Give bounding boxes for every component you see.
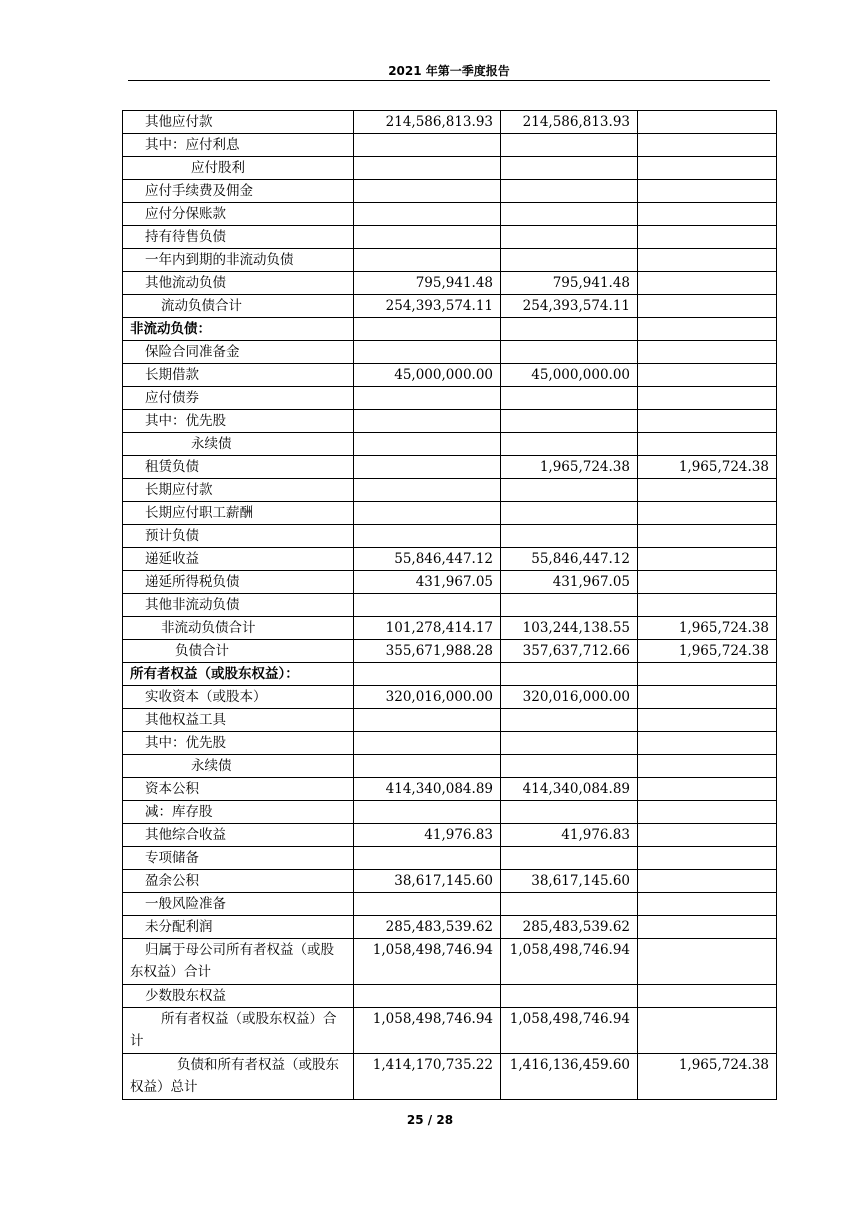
row-value-1: 414,340,084.89: [354, 778, 501, 801]
row-value-3: [638, 364, 777, 387]
row-value-1: [354, 387, 501, 410]
row-label: 未分配利润: [123, 916, 354, 939]
table-row: [123, 203, 777, 226]
row-label: 所有者权益（或股东权益）合计: [123, 1008, 354, 1054]
row-label: 其他权益工具: [123, 709, 354, 732]
row-value-3: [638, 548, 777, 571]
row-value-1: [354, 456, 501, 479]
row-value-2: 254,393,574.11: [501, 295, 638, 318]
row-label: 应付手续费及佣金: [123, 180, 354, 203]
row-value-1: [354, 525, 501, 548]
row-label: 盈余公积: [123, 870, 354, 893]
row-value-2: 38,617,145.60: [501, 870, 638, 893]
row-value-1: 431,967.05: [354, 571, 501, 594]
row-value-2: [501, 502, 638, 525]
row-value-3: [638, 410, 777, 433]
row-value-2: [501, 341, 638, 364]
row-value-3: [638, 778, 777, 801]
row-value-2: [501, 203, 638, 226]
row-value-1: [354, 249, 501, 272]
row-label: 保险合同准备金: [123, 341, 354, 364]
row-label: 资本公积: [123, 778, 354, 801]
table-row: [123, 916, 777, 939]
row-value-2: [501, 479, 638, 502]
row-value-1: 320,016,000.00: [354, 686, 501, 709]
row-value-1: [354, 594, 501, 617]
row-value-2: 1,058,498,746.94: [501, 939, 638, 985]
row-value-3: [638, 686, 777, 709]
table-row: [123, 249, 777, 272]
table-row: [123, 548, 777, 571]
table-row: [123, 410, 777, 433]
row-label: 负债合计: [123, 640, 354, 663]
row-value-2: [501, 433, 638, 456]
row-value-1: [354, 502, 501, 525]
row-value-3: [638, 203, 777, 226]
row-value-1: [354, 732, 501, 755]
table-row: [123, 709, 777, 732]
row-value-1: 254,393,574.11: [354, 295, 501, 318]
table-row: [123, 295, 777, 318]
row-value-1: 1,058,498,746.94: [354, 939, 501, 985]
row-value-3: [638, 801, 777, 824]
row-value-1: [354, 180, 501, 203]
row-value-1: [354, 479, 501, 502]
table-row: [123, 1054, 777, 1100]
row-value-3: 1,965,724.38: [638, 640, 777, 663]
row-value-3: [638, 525, 777, 548]
row-value-1: 38,617,145.60: [354, 870, 501, 893]
row-value-2: [501, 847, 638, 870]
row-value-2: [501, 180, 638, 203]
row-value-1: [354, 134, 501, 157]
row-value-2: [501, 525, 638, 548]
table-row: [123, 893, 777, 916]
row-value-1: [354, 341, 501, 364]
table-row: [123, 985, 777, 1008]
row-value-1: [354, 410, 501, 433]
row-value-2: 320,016,000.00: [501, 686, 638, 709]
row-value-3: [638, 893, 777, 916]
row-label: 其中：优先股: [123, 732, 354, 755]
row-label: 非流动负债合计: [123, 617, 354, 640]
table-row: [123, 111, 777, 134]
row-value-1: [354, 318, 501, 341]
row-label: 实收资本（或股本）: [123, 686, 354, 709]
row-value-1: [354, 663, 501, 686]
row-label: 租赁负债: [123, 456, 354, 479]
row-value-2: [501, 594, 638, 617]
table-row: [123, 755, 777, 778]
row-label: 一年内到期的非流动负债: [123, 249, 354, 272]
row-value-3: [638, 387, 777, 410]
row-label: 少数股东权益: [123, 985, 354, 1008]
page-number: 25 / 28: [406, 1113, 454, 1127]
row-value-2: [501, 249, 638, 272]
table-row: [123, 594, 777, 617]
table-row: [123, 525, 777, 548]
row-value-2: 1,058,498,746.94: [501, 1008, 638, 1054]
row-label: 其他应付款: [123, 111, 354, 134]
balance-sheet-table: [122, 110, 777, 1100]
row-label: 归属于母公司所有者权益（或股东权益）合计: [123, 939, 354, 985]
row-label: 持有待售负债: [123, 226, 354, 249]
row-value-2: 285,483,539.62: [501, 916, 638, 939]
row-value-1: 45,000,000.00: [354, 364, 501, 387]
row-label: 递延所得税负债: [123, 571, 354, 594]
row-value-1: [354, 893, 501, 916]
row-value-2: [501, 732, 638, 755]
row-value-3: [638, 479, 777, 502]
row-value-3: [638, 111, 777, 134]
row-value-1: 214,586,813.93: [354, 111, 501, 134]
row-value-3: [638, 433, 777, 456]
table-row: [123, 847, 777, 870]
table-row: [123, 824, 777, 847]
row-value-3: [638, 502, 777, 525]
row-label: 减：库存股: [123, 801, 354, 824]
row-label: 长期借款: [123, 364, 354, 387]
row-value-1: [354, 801, 501, 824]
row-value-2: [501, 709, 638, 732]
row-label: 永续债: [123, 433, 354, 456]
row-value-1: 795,941.48: [354, 272, 501, 295]
table-row: [123, 640, 777, 663]
row-value-2: [501, 893, 638, 916]
row-label: 长期应付职工薪酬: [123, 502, 354, 525]
row-value-3: [638, 709, 777, 732]
table-row: [123, 939, 777, 985]
row-value-1: [354, 433, 501, 456]
row-value-2: [501, 985, 638, 1008]
row-value-1: [354, 203, 501, 226]
row-value-3: [638, 824, 777, 847]
row-label: 流动负债合计: [123, 295, 354, 318]
row-value-2: [501, 755, 638, 778]
row-label: 预计负债: [123, 525, 354, 548]
table-row: [123, 134, 777, 157]
table-row: [123, 479, 777, 502]
section-label: 所有者权益（或股东权益）：: [123, 663, 354, 686]
table-row: [123, 272, 777, 295]
row-value-3: [638, 847, 777, 870]
row-value-3: [638, 226, 777, 249]
header-divider: [128, 80, 770, 81]
section-header-row: [123, 318, 777, 341]
report-header-title: 2021 年第一季度报告: [388, 64, 510, 78]
row-value-3: [638, 985, 777, 1008]
row-value-2: [501, 663, 638, 686]
row-value-1: 55,846,447.12: [354, 548, 501, 571]
row-label: 其中：优先股: [123, 410, 354, 433]
row-value-3: [638, 134, 777, 157]
row-value-2: [501, 157, 638, 180]
row-value-2: [501, 134, 638, 157]
row-label: 一般风险准备: [123, 893, 354, 916]
table-row: [123, 686, 777, 709]
table-row: [123, 226, 777, 249]
row-value-3: [638, 870, 777, 893]
table-row: [123, 364, 777, 387]
row-value-3: [638, 732, 777, 755]
row-value-1: [354, 226, 501, 249]
row-value-2: [501, 318, 638, 341]
row-label: 应付债券: [123, 387, 354, 410]
row-value-1: 285,483,539.62: [354, 916, 501, 939]
row-value-1: 41,976.83: [354, 824, 501, 847]
table-row: [123, 617, 777, 640]
table-row: [123, 778, 777, 801]
row-value-3: [638, 295, 777, 318]
table-row: [123, 157, 777, 180]
row-value-3: [638, 939, 777, 985]
row-value-1: [354, 157, 501, 180]
row-value-2: [501, 410, 638, 433]
row-value-2: 357,637,712.66: [501, 640, 638, 663]
row-value-1: 355,671,988.28: [354, 640, 501, 663]
row-value-1: 101,278,414.17: [354, 617, 501, 640]
row-value-3: 1,965,724.38: [638, 617, 777, 640]
row-value-1: [354, 847, 501, 870]
row-label: 其他综合收益: [123, 824, 354, 847]
row-value-3: 1,965,724.38: [638, 1054, 777, 1100]
row-value-1: 1,414,170,735.22: [354, 1054, 501, 1100]
row-value-2: 45,000,000.00: [501, 364, 638, 387]
table-row: [123, 1008, 777, 1054]
row-value-3: [638, 663, 777, 686]
row-value-2: 1,416,136,459.60: [501, 1054, 638, 1100]
table-row: [123, 387, 777, 410]
row-value-3: [638, 571, 777, 594]
row-value-3: 1,965,724.38: [638, 456, 777, 479]
row-value-2: 103,244,138.55: [501, 617, 638, 640]
row-value-3: [638, 318, 777, 341]
row-value-2: 1,965,724.38: [501, 456, 638, 479]
row-value-3: [638, 1008, 777, 1054]
table-row: [123, 502, 777, 525]
table-row: [123, 732, 777, 755]
row-value-2: 55,846,447.12: [501, 548, 638, 571]
row-label: 长期应付款: [123, 479, 354, 502]
row-value-3: [638, 594, 777, 617]
row-value-1: [354, 755, 501, 778]
row-label: 应付股利: [123, 157, 354, 180]
row-value-1: [354, 709, 501, 732]
row-label: 专项储备: [123, 847, 354, 870]
table-row: [123, 456, 777, 479]
row-value-2: [501, 801, 638, 824]
row-value-2: 214,586,813.93: [501, 111, 638, 134]
section-header-row: [123, 663, 777, 686]
table-row: [123, 571, 777, 594]
table-row: [123, 801, 777, 824]
section-label: 非流动负债：: [123, 318, 354, 341]
row-value-2: 414,340,084.89: [501, 778, 638, 801]
row-label: 递延收益: [123, 548, 354, 571]
row-value-3: [638, 916, 777, 939]
row-value-2: [501, 387, 638, 410]
row-value-1: [354, 985, 501, 1008]
row-value-3: [638, 180, 777, 203]
table-row: [123, 433, 777, 456]
table-row: [123, 341, 777, 364]
table-row: [123, 870, 777, 893]
row-value-3: [638, 249, 777, 272]
row-value-3: [638, 755, 777, 778]
row-value-2: [501, 226, 638, 249]
row-label: 负债和所有者权益（或股东权益）总计: [123, 1054, 354, 1100]
row-value-3: [638, 272, 777, 295]
row-value-2: 41,976.83: [501, 824, 638, 847]
row-value-3: [638, 157, 777, 180]
row-value-2: 431,967.05: [501, 571, 638, 594]
row-label: 其中：应付利息: [123, 134, 354, 157]
row-label: 应付分保账款: [123, 203, 354, 226]
row-label: 其他流动负债: [123, 272, 354, 295]
table-row: [123, 180, 777, 203]
row-value-1: 1,058,498,746.94: [354, 1008, 501, 1054]
row-value-2: 795,941.48: [501, 272, 638, 295]
row-label: 永续债: [123, 755, 354, 778]
row-value-3: [638, 341, 777, 364]
row-label: 其他非流动负债: [123, 594, 354, 617]
